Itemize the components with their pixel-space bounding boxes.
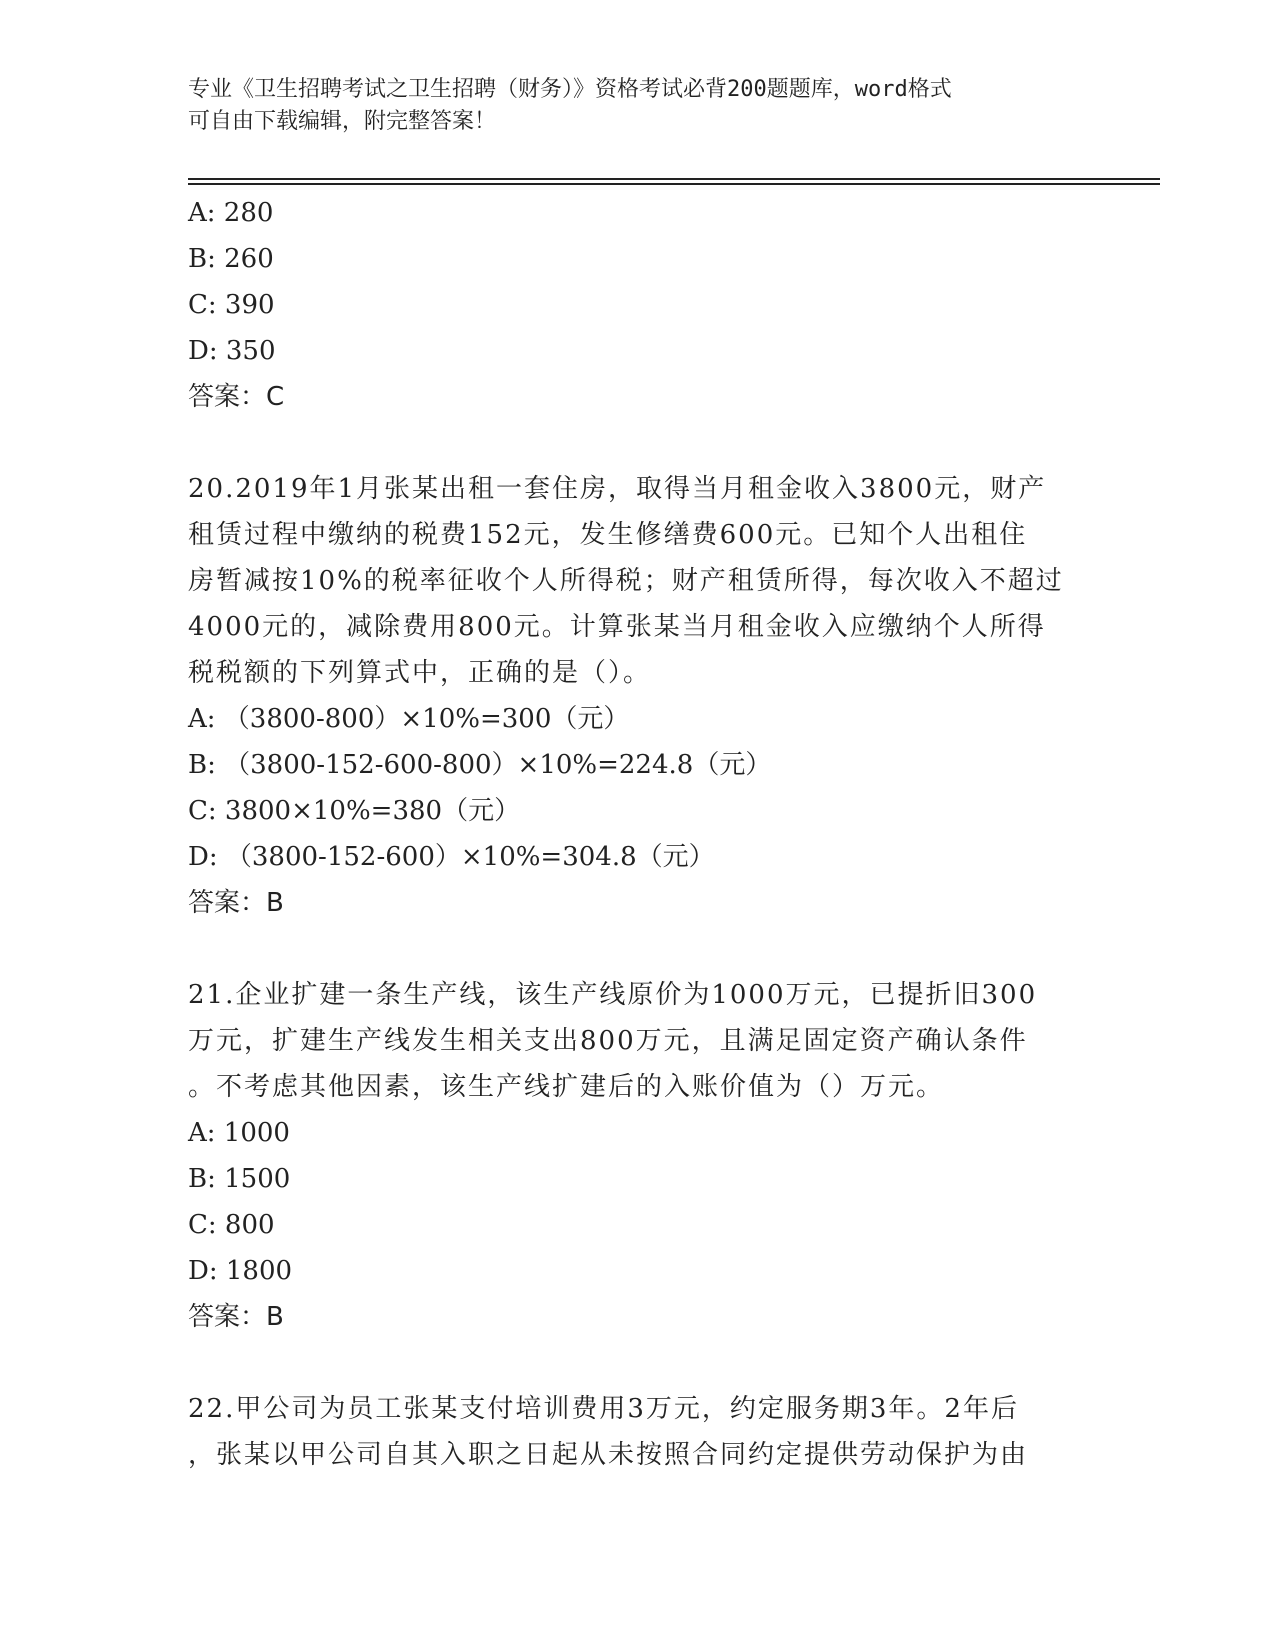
option-a: A: 1000 — [188, 1118, 290, 1148]
stem-line: 房暂减按10%的税率征收个人所得税；财产租赁所得，每次收入不超过 — [188, 566, 1064, 596]
spacer — [188, 926, 1088, 972]
option-d: D: （3800-152-600）×10%=304.8（元） — [188, 842, 715, 872]
option-d: D: 350 — [188, 336, 276, 366]
question-stem — [188, 972, 1068, 1110]
option-b: B: （3800-152-600-800）×10%=224.8（元） — [188, 750, 772, 780]
stem-line: 。不考虑其他因素，该生产线扩建后的入账价值为（）万元。 — [188, 1072, 945, 1102]
option-a: A: 280 — [188, 198, 274, 228]
stem-line: ，张某以甲公司自其入职之日起从未按照合同约定提供劳动保护为由 — [188, 1440, 1029, 1470]
question-20 — [188, 466, 1088, 926]
stem-line: 万元，扩建生产线发生相关支出800万元，且满足固定资产确认条件 — [188, 1026, 1028, 1056]
option-c: C: 3800×10%=380（元） — [188, 796, 521, 826]
question-stem — [188, 466, 1068, 696]
option-c: C: 800 — [188, 1210, 275, 1240]
spacer — [188, 1340, 1088, 1386]
question-21 — [188, 972, 1088, 1340]
question-stem — [188, 1386, 1068, 1478]
spacer — [188, 420, 1088, 466]
answer-line: 答案：B — [188, 1302, 284, 1332]
header-line-1: 专业《卫生招聘考试之卫生招聘（财务）》资格考试必背200题题库，word格式 — [188, 77, 952, 102]
answer-line: 答案：B — [188, 888, 284, 918]
stem-line: 税税额的下列算式中，正确的是（）。 — [188, 658, 652, 688]
stem-line: 20.2019年1月张某出租一套住房，取得当月租金收入3800元，财产 — [188, 474, 1047, 504]
option-b: B: 1500 — [188, 1164, 291, 1194]
option-d: D: 1800 — [188, 1256, 293, 1286]
stem-line: 21.企业扩建一条生产线，该生产线原价为1000万元，已提折旧300 — [188, 980, 1038, 1010]
stem-line: 22.甲公司为员工张某支付培训费用3万元，约定服务期3年。2年后 — [188, 1394, 1019, 1424]
answer-line: 答案：C — [188, 382, 285, 412]
option-c: C: 390 — [188, 290, 275, 320]
header-line-2: 可自由下载编辑，附完整答案！ — [188, 109, 497, 134]
option-b: B: 260 — [188, 244, 274, 274]
header-divider-top — [188, 178, 1160, 180]
document-header — [188, 74, 1088, 138]
header-divider-bottom — [188, 183, 1160, 185]
stem-line: 4000元的，减除费用800元。计算张某当月租金收入应缴纳个人所得 — [188, 612, 1046, 642]
document-body — [188, 190, 1088, 1478]
question-19 — [188, 190, 1088, 420]
question-22 — [188, 1386, 1088, 1478]
stem-line: 租赁过程中缴纳的税费152元，发生修缮费600元。已知个人出租住 — [188, 520, 1028, 550]
option-a: A: （3800-800）×10%=300（元） — [188, 704, 630, 734]
